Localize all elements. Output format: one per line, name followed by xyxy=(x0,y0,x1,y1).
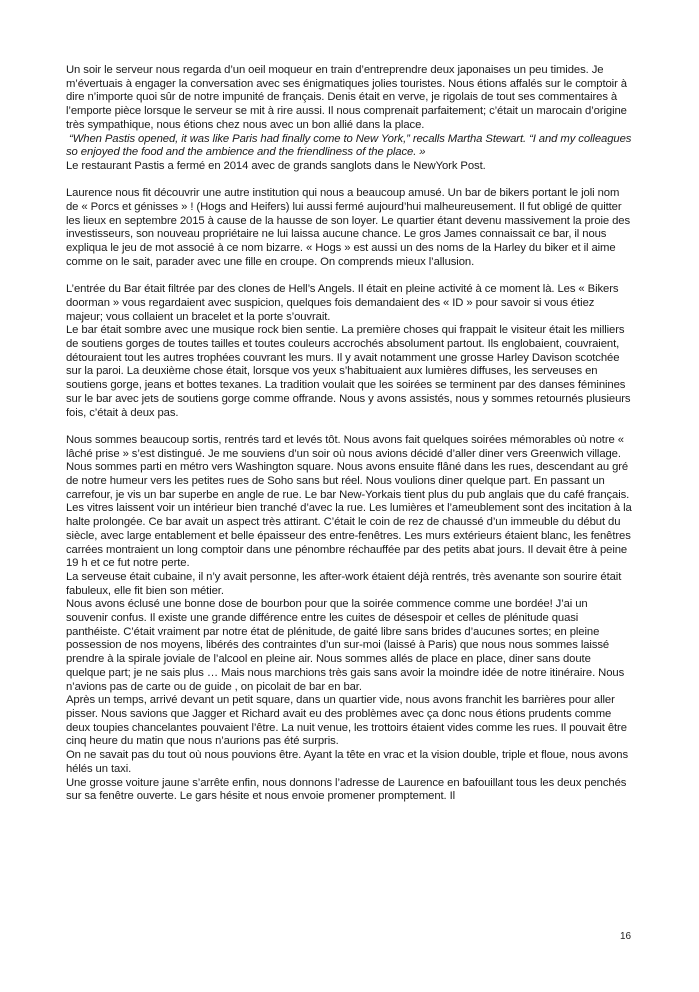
paragraph-bar-interior: Le bar était sombre avec une musique rock bien sentie. La première choses qui frappait le visiteur était les milliers de soutiens gorges de toutes tailles et toutes couleurs accrochés absolument partout. Ils englobaient, couvraient, détouraient tout les autres trophées couvrant les murs. Il y avait notamment une grosse Harley Davison scotchée sur la paroi. La deuxième chose était, lorsque vos yeux s’habituaient aux lumières diffuses, les serveuses en soutiens gorge, jeans et bottes texanes. La tradition voulait que les soirées se terminent par des danses féminines sur le bar avec jets de soutiens gorge comme offrande. Nous y avons assistés, nous y sommes retournés plusieurs fois, c’était à deux pas. xyxy=(66,324,631,419)
paragraph-cuban-waitress: La serveuse était cubaine, il n’y avait personne, les after-work étaient déjà rentrés, très avenante son sourire était fabuleux, elle fit bien son métier. xyxy=(66,570,622,597)
paragraph-taxi: On ne savait pas du tout où nous pouvions être. Ayant la tête en vrac et la vision double, triple et floue, nous avons hélés un taxi. xyxy=(66,749,628,775)
body-text xyxy=(66,64,632,804)
paragraph-yellow-car: Une grosse voiture jaune s’arrête enfin, nous donnons l’adresse de Laurence en bafouillant tous les deux penchés sur sa fenêtre ouverte. Le gars hésite et nous envoie promener promptement. Il xyxy=(66,776,627,803)
paragraph-spacer xyxy=(66,270,632,284)
paragraph-spacer xyxy=(66,420,632,434)
paragraph-hogs-and-heifers: Laurence nous fit découvrir une autre institution qui nous a beaucoup amusé. Un bar de bikers portant le joli nom de « Porcs et génisses » ! (Hogs and Heifers) lui aussi fermé aujourd’hui malheureusement. Il fut obligé de quitter les lieux en septembre 2015 à cause de la hausse de son loyer. Le quartier étant devenu massivement la proie des investisseurs, son nouveau propriétaire ne lui laissa aucune chance. Le gros James connaissait ce bar, il nous expliqua le jeu de mot associé à ce nom bizarre. « Hogs » est aussi un des noms de la Harley du biker et il aime comme on le sait, parader avec une fille en croupe. On comprends mieux l’allusion. xyxy=(66,187,631,268)
paragraph-pastis-closed: Le restaurant Pastis a fermé en 2014 avec de grands sanglots dans le NewYork Post. xyxy=(66,159,486,172)
paragraph-greenwich-night: Nous sommes beaucoup sortis, rentrés tard et levés tôt. Nous avons fait quelques soirées mémorables où notre « lâché prise » s’est distingué. Je me souviens d’un soir où nous avions décidé d’aller diner vers Greenwich village. Nous sommes parti en métro vers Washington square. Nous avons ensuite flâné dans les rues, descendant au gré de notre humeur vers les petites rues de Soho sans but réel. Nous voulions diner quelque part. En passant un carrefour, je vis un bar superbe en angle de rue. Le bar New-Yorkais tient plus du pub anglais que du café français. Les vitres laissent voir un intérieur bien tranché d’avec la rue. Les lumières et l’ameublement sont des incitation à la halte prolongée. Ce bar avait un aspect très attirant. C’était le coin de rez de chaussé d’un immeuble du début du siècle, avec large entablement et belle épaisseur des entre-fenêtres. Les murs extérieurs étaient blanc, les fenêtres carrées montraient un long comptoir dans une pénombre réchauffée par des petits abat jours. Il devait être à peine 19 h et ce fut notre perte. xyxy=(66,433,632,570)
page-number: 16 xyxy=(620,931,632,942)
paragraph-spacer xyxy=(66,174,632,188)
paragraph-japanese-tourists: Un soir le serveur nous regarda d’un oeil moqueur en train d’entreprendre deux japonaises un peu timides. Je m’évertuais à engager la conversation avec ses énigmatiques jolies touristes. Nous étions affalés sur le comptoir à dire n’importe quoi sûr de notre impunité de français. Denis était en verve, je rigolais de tout ses commentaires à l’emporte pièce lorsque le serveur se mit à rire aussi. Il nous comprenait parfaitement; c’était un marocain d’origine très sympathique, nous étions chez nous avec un bon allié dans la place. xyxy=(66,64,627,131)
paragraph-bar-entrance: L’entrée du Bar était filtrée par des clones de Hell’s Angels. Il était en pleine activité à ce moment là. Les « Bikers doorman » vous regardaient avec suspicion, quelques fois demandaient des « ID » pour savoir si vous étiez majeur; vous collaient un bracelet et la porte s’ouvrait. xyxy=(66,283,619,323)
quote-martha-stewart: “When Pastis opened, it was like Paris had finally come to New York,” recalls Martha Stewart. “I and my colleagues so enjoyed the food and the ambience and the friendliness of the place. » xyxy=(66,132,632,159)
paragraph-square: Après un temps, arrivé devant un petit square, dans un quartier vide, nous avons franchit les barrières pour aller pisser. Nous savions que Jagger et Richard avait eu des problèmes avec ça donc nous étions prudents comme deux toupies chancelantes pouvaient l’être. La nuit venue, les trottoirs étaient vides comme les rues. Il pouvait être cinq heure du matin que nous n’aurions pas été surpris. xyxy=(66,694,627,748)
paragraph-bourbon: Nous avons éclusé une bonne dose de bourbon pour que la soirée commence comme une bordée! J’ai un souvenir confus. Il existe une grande différence entre les cuites de désespoir et celles de plénitude quasi panthéiste. C’était vraiment par notre état de plénitude, de gaité libre sans brides d’aucunes sortes; en pleine possession de nos moyens, libérés des contraintes d’un sur-moi (laissé à Paris) que nous nous sommes laissé prendre à la spirale joviale de l’alcool en pleine air. Nous sommes allés de place en place, diner sans doute quelque part; je ne sais plus … Mais nous marchions très gais sans avoir la moindre idée de notre itinéraire. Nous n’avions pas de carte ou de guide , on picolait de bar en bar. xyxy=(66,598,625,693)
